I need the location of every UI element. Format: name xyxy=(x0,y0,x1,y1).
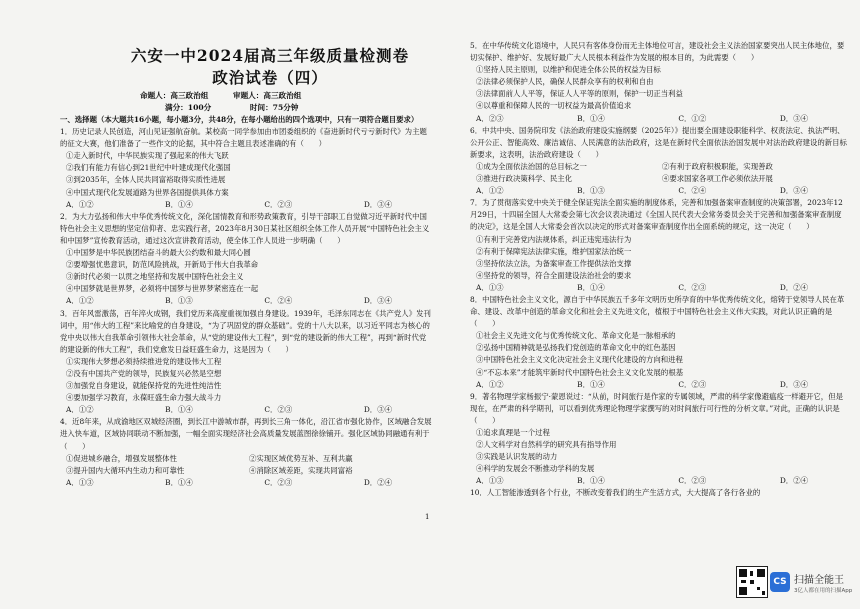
question-stem: 9．著名物理学家杨振宁·蒙恩说过：“从前，时间旅行是作家的专属领域，严肃的科学家像避瘟疫一样避开它，但是现在，在严肃的科学期刊，可以看到优秀理论物理学家撰写的对时间旅行可行性的分析文章。”对此，正确的认识是（ ） xyxy=(470,391,843,425)
answer-choice[interactable]: D．③④ xyxy=(779,186,808,196)
statement-item: ①促进城乡融合，增强发展整体性 xyxy=(66,453,177,463)
scanner-tagline: 3亿人都在用的扫描App xyxy=(794,588,853,594)
answer-choices xyxy=(60,199,432,211)
statement-item: ①走入新时代，中华民族实现了强起来的伟大飞跃 xyxy=(66,151,229,161)
question-block xyxy=(470,40,848,125)
answer-choice[interactable]: B．①④ xyxy=(165,477,193,487)
statement-item: ④坚持党的领导，符合全面建设法治社会的要求 xyxy=(476,270,632,280)
section-heading: 一、选择题（本大题共16小题，每小题3分，共48分，在每小题给出的四个选项中，只有一项符合题目要求） xyxy=(60,115,419,124)
qr-code-icon xyxy=(736,566,768,598)
statement-row xyxy=(60,465,432,477)
statement-row xyxy=(470,173,848,185)
statement-item: ④以尊重和保障人民的一切权益为最高价值追求 xyxy=(476,101,632,111)
statement-item: ④科学的发展会不断推动学科的发展 xyxy=(476,464,595,474)
statement-item: ①实现伟大梦想必须持续推进党的建设伟大工程 xyxy=(66,356,222,366)
statement-item: ③实践是认识发展的动力 xyxy=(476,452,558,462)
scanner-watermark xyxy=(736,566,854,600)
statement-item: ②法律必须保护人民，确保人民群众享有的权利和自由 xyxy=(476,77,654,87)
answer-choice[interactable]: A．①② xyxy=(66,405,94,415)
answer-choice[interactable]: C．②③ xyxy=(264,199,293,209)
answer-choice[interactable]: C．②③ xyxy=(678,282,707,292)
statement-item: ②有利于政府积极职能，实现善政 xyxy=(662,161,773,171)
answer-choice[interactable]: D．②④ xyxy=(779,476,808,486)
answer-choice[interactable]: D．③④ xyxy=(779,113,808,123)
answer-choices xyxy=(470,379,848,391)
answer-choice[interactable]: B．①④ xyxy=(577,282,605,292)
question-stem: 8．中国特色社会主义文化，源自于中华民族五千多年文明历史所孕育的中华优秀传统文化，熔铸于党领导人民在革命、建设、改革中创造的革命文化和社会主义先进文化，植根于中国特色社会主义伟大实践，对此认识正确的是（ ） xyxy=(470,294,845,329)
answer-choices xyxy=(470,113,848,125)
answer-choice[interactable]: C．②③ xyxy=(678,476,707,486)
statement-item: ③到2035年，全体人民共同富裕取得实质性进展 xyxy=(66,175,226,185)
statement-item: ③中国特色社会主义文化决定社会主义现代化建设的方向和进程 xyxy=(476,355,683,365)
answer-choice[interactable]: C．②③ xyxy=(678,379,707,389)
statement-item: ②实现区域优势互补、互利共赢 xyxy=(249,453,353,463)
answer-choice[interactable]: A．①③ xyxy=(66,477,94,487)
reviewer-label: 审题人：高三政治组 xyxy=(233,91,302,100)
answer-choice[interactable]: A．①② xyxy=(476,379,504,389)
exam-authors xyxy=(140,90,440,101)
question-stem: 2．为大力弘扬和伟大中华优秀传统文化，深化国情教育和形势政策教育，引导干部职工自觉做习近平新时代中国特色社会主义思想的坚定信仰者、忠实践行者，2023年8月30日某社区组织全体工作人员开展“中国特色社会主义和中国梦”宣传教育活动，通过这次宣讲教育活动，使全体工作人员进一步明确（ ） xyxy=(60,211,430,245)
statement-item: ②要增强忧患意识，防范风险挑战，开新局于伟大自我革命 xyxy=(66,260,259,270)
answer-choice[interactable]: C．①② xyxy=(678,113,707,123)
question-block xyxy=(60,126,432,211)
question-block xyxy=(470,294,848,391)
answer-choice[interactable]: B．①④ xyxy=(577,379,605,389)
question-block xyxy=(60,211,432,308)
statement-item: ②有利于保障宪法法律实施，维护国家法治统一 xyxy=(476,246,632,256)
statement-item: ④要加强学习教育，永葆旺盛生命力强大战斗力 xyxy=(66,393,222,403)
answer-choice[interactable]: B．①③ xyxy=(577,186,605,196)
answer-choice[interactable]: A．①② xyxy=(66,199,94,209)
answer-choice[interactable]: C．②④ xyxy=(264,296,293,306)
answer-choice[interactable]: D．②④ xyxy=(779,282,808,292)
answer-choices xyxy=(470,282,848,294)
statement-row xyxy=(470,161,848,173)
statement-item: ③法律面前人人平等，保证人人平等的原则，保护一切正当利益 xyxy=(476,89,683,99)
question-stem: 10．人工智能渗透到各个行业，不断改变着我们的生产生活方式，大大提高了各行各业的 xyxy=(470,488,761,498)
scanner-name: 扫描全能王 xyxy=(794,575,844,586)
question-block xyxy=(470,125,848,198)
statement-item: ③新时代必须一以贯之地坚持和发展中国特色社会主义 xyxy=(66,272,244,282)
answer-choice[interactable]: C．②③ xyxy=(264,477,293,487)
question-stem: 6．中共中央、国务院印发《法治政府建设实施纲要（2025年）》提出要全面建设职能科学、权责法定、执法严明、公开公正、智能高效、廉洁诚信、人民满意的法治政府，这是在新时代全面依法治国发展中对法治政府建设的新目标新要求，这表明，法治政府建设（ ） xyxy=(470,125,847,159)
answer-choice[interactable]: B．①③ xyxy=(165,296,193,306)
question-stem: 1．历史记录人民创造，河山见证强航奋航。某校高一同学参加由市团委组织的《奋进新时代亏亏新时代》为主题的征文大赛，他们准备了一些作文的论据，其中符合主题且表述准确的有（ ） xyxy=(60,127,427,149)
score-label: 满分：100分 xyxy=(165,103,212,112)
statement-row xyxy=(60,453,432,465)
statement-item: ②人文科学对自然科学的研究具有指导作用 xyxy=(476,440,617,450)
statement-item: ④要求国家各项工作必须依法开展 xyxy=(662,174,773,184)
answer-choice[interactable]: A．①③ xyxy=(476,476,504,486)
answer-choice[interactable]: A．①② xyxy=(66,296,94,306)
question-stem: 5．在中华传统文化语境中，人民只有客体身份而无主体地位可言，建设社会主义法治国家要突出人民主体地位，要切实保护、维护好、发展好最广大人民根本利益作为发展的根本目的，为此需要（ ） xyxy=(470,41,845,63)
statement-item: ①成为全面依法治国的总目标之一 xyxy=(476,161,587,171)
statement-item: ②我们有能力有信心到21世纪中叶建成现代化强国 xyxy=(66,163,231,173)
question-block xyxy=(60,416,432,489)
left-column xyxy=(60,114,432,489)
statement-item: ④“不忘本来”才能筑牢新时代中国特色社会主义文化发展的根基 xyxy=(476,367,684,377)
statement-item: ①社会主义先进文化与优秀传统文化、革命文化是一脉相承的 xyxy=(476,331,676,341)
answer-choice[interactable]: D．③④ xyxy=(779,379,808,389)
camscanner-logo-icon: CS xyxy=(770,572,790,592)
answer-choices xyxy=(470,185,848,197)
statement-item: ②弘扬中国精神就是弘扬我们党创造的革命文化中的红色基因 xyxy=(476,343,676,353)
answer-choice[interactable]: B．①④ xyxy=(577,476,605,486)
statement-item: ③坚持依法立法，为备案审查工作提供法治支撑 xyxy=(476,258,632,268)
author-label: 命题人：高三政治组 xyxy=(140,91,209,100)
answer-choices xyxy=(60,404,432,416)
answer-choice[interactable]: A．①③ xyxy=(476,282,504,292)
answer-choice[interactable]: A．①② xyxy=(476,186,504,196)
statement-item: ③加强党自身建设，就能保持党的先进性纯洁性 xyxy=(66,381,222,391)
question-block xyxy=(470,197,848,294)
statement-item: ④中国式现代化发展道路为世界各国提供具体方案 xyxy=(66,187,229,197)
exam-title: 六安一中2024届高三年级质量检测卷 xyxy=(130,46,410,65)
answer-choice[interactable]: A．②③ xyxy=(476,113,504,123)
answer-choice[interactable]: B．①④ xyxy=(577,113,605,123)
answer-choices xyxy=(60,477,432,489)
answer-choice[interactable]: D．③④ xyxy=(363,296,392,306)
statement-item: ①坚持人民主原则，以维护和促进全体公民的权益为目标 xyxy=(476,65,661,75)
statement-item: ④中国梦就是世界梦，必须将中国梦与世界梦紧密连在一起 xyxy=(66,284,259,294)
answer-choice[interactable]: B．①④ xyxy=(165,199,193,209)
right-column xyxy=(470,40,848,500)
answer-choice[interactable]: B．①④ xyxy=(165,405,193,415)
exam-subtitle: 政治试卷（四） xyxy=(212,68,328,87)
statement-item: ②没有中国共产党的领导，民族复兴必然是空想 xyxy=(66,368,222,378)
statement-item: ③推进行政决策科学、民主化 xyxy=(476,174,573,184)
question-stem: 7．为了贯彻落实党中央关于健全保证宪法全面实施的制度体系，完善和加强备案审查制度的决策部署，2023年12月29日，十四届全国人大常委会第七次会议表决通过《全国人民代表大会常务委员会关于完善和加强备案审查制度的决定》，这是全国人大常委会首次以决定的形式对备案审查制度作出全面系统的规定，这一决定（ ） xyxy=(470,198,843,232)
exam-score-time xyxy=(165,102,465,113)
statement-item: ①中国梦是中华民族团结奋斗的最大公约数和最大同心圆 xyxy=(66,248,251,258)
question-stem: 4．近8年来，从成渝地区双城经济圈，到长江中游城市群，再到长三角一体化，沿江省市强化协作，区域融合发展进入快车道，区域协同联动不断加强，一幅全面实现经济社会高质量发展蓝图徐徐铺开。强化区域协同融通有利于（ ） xyxy=(60,417,432,451)
question-stem: 3．百年风雷激荡，百年淬火成钢，我们党历来高度重视加强自身建设。1939年，毛泽东同志在《共产党人》发刊词中，用“伟大的工程”来比喻党的自身建设，“为了巩固党的群众基础”。党的十八大以来，以习近平同志为核心的党中央以伟大自我革命引领伟大社会革命，从“党的建设伟大工程”，到“党的建设新的伟大工程”，再到“新时代党的建设新的伟大工程”，我们党愈发日益旺盛生命力，这是因为（ ） xyxy=(60,308,431,354)
statement-item: ③提升国内大循环内生动力和可靠性 xyxy=(66,465,185,475)
answer-choice[interactable]: D．③④ xyxy=(363,405,392,415)
answer-choice[interactable]: D．②④ xyxy=(363,477,392,487)
time-label: 时间：75分钟 xyxy=(249,103,299,112)
answer-choice[interactable]: C．②③ xyxy=(264,405,293,415)
statement-item: ①有利于完善党内法规体系，纠正违宪违法行为 xyxy=(476,234,632,244)
question-block xyxy=(470,391,848,488)
answer-choice[interactable]: D．③④ xyxy=(363,199,392,209)
statement-item: ①追求真理是一个过程 xyxy=(476,428,550,437)
question-block xyxy=(470,487,848,499)
page-number: 1 xyxy=(425,513,430,521)
answer-choices xyxy=(60,295,432,307)
question-block xyxy=(60,308,432,417)
answer-choice[interactable]: C．②④ xyxy=(678,186,707,196)
answer-choices xyxy=(470,475,848,487)
statement-item: ④消除区域差距，实现共同富裕 xyxy=(249,465,353,475)
